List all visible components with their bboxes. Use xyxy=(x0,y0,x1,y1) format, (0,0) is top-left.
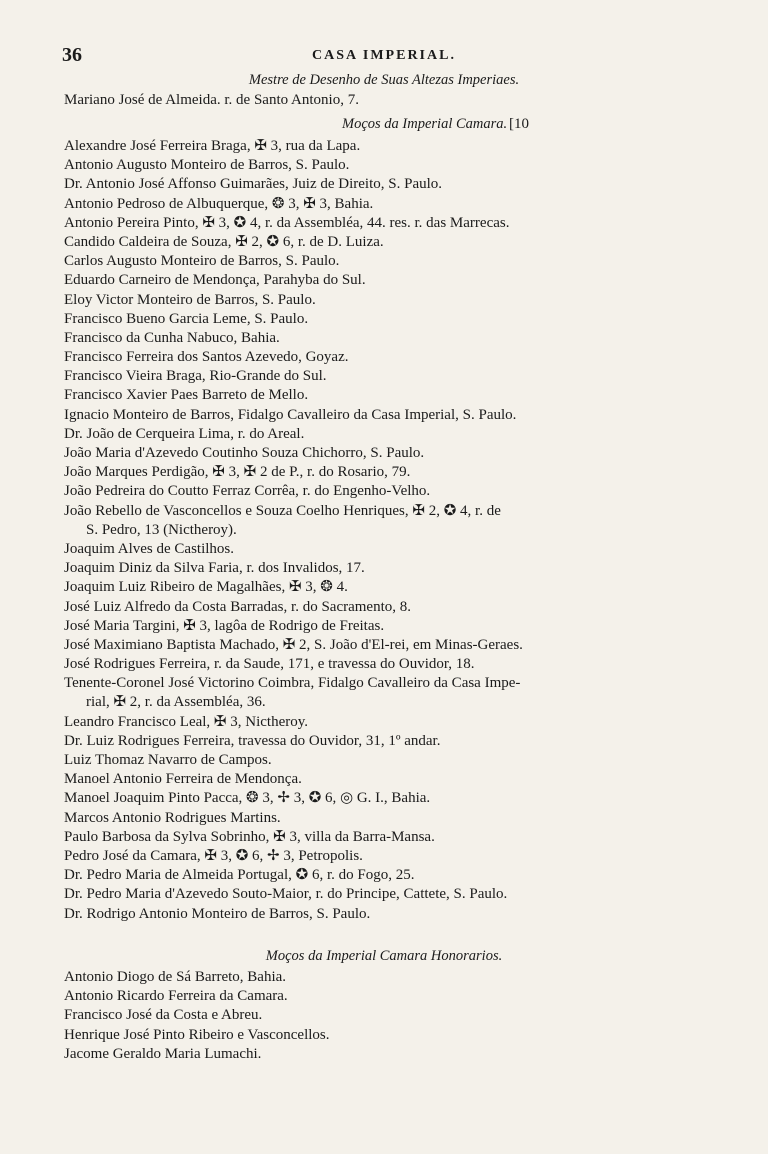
list-item: Eloy Victor Monteiro de Barros, S. Paulo. xyxy=(64,291,316,308)
list-item: Francisco da Cunha Nabuco, Bahia. xyxy=(64,329,280,346)
list-item: José Rodrigues Ferreira, r. da Saude, 171, e travessa do Ouvidor, 18. xyxy=(64,656,475,673)
list-item: Francisco Xavier Paes Barreto de Mello. xyxy=(64,387,309,404)
page-header xyxy=(0,44,768,70)
list-item: Joaquim Alves de Castilhos. xyxy=(64,540,234,557)
list-item: Ignacio Monteiro de Barros, Fidalgo Cavalleiro da Casa Imperial, S. Paulo. xyxy=(64,406,517,423)
list-item: Francisco Bueno Garcia Leme, S. Paulo. xyxy=(64,310,309,327)
list-item: Jacome Geraldo Maria Lumachi. xyxy=(64,1045,262,1062)
list-item: S. Pedro, 13 (Nictheroy). xyxy=(86,521,237,538)
list-item: Pedro José da Camara, ✠ 3, ✪ 6, ✢ 3, Petropolis. xyxy=(64,847,363,864)
list-item: Paulo Barbosa da Sylva Sobrinho, ✠ 3, villa da Barra-Mansa. xyxy=(64,828,435,845)
mocos-heading-row xyxy=(64,117,714,137)
list-item: rial, ✠ 2, r. da Assembléa, 36. xyxy=(86,694,266,711)
running-head: CASA IMPERIAL. xyxy=(312,48,456,63)
mocos-section xyxy=(64,117,714,924)
list-item: Joaquim Diniz da Silva Faria, r. dos Invalidos, 17. xyxy=(64,560,365,577)
list-item: Manoel Antonio Ferreira de Mendonça. xyxy=(64,771,302,788)
list-item: Henrique José Pinto Ribeiro e Vasconcellos. xyxy=(64,1026,330,1043)
list-item: Candido Caldeira de Souza, ✠ 2, ✪ 6, r. de D. Luiza. xyxy=(64,233,384,250)
list-item: Marcos Antonio Rodrigues Martins. xyxy=(64,809,281,826)
list-item: Tenente-Coronel José Victorino Coimbra, Fidalgo Cavalleiro da Casa Impe- xyxy=(64,675,521,692)
list-item: João Maria d'Azevedo Coutinho Souza Chichorro, S. Paulo. xyxy=(64,445,425,461)
mocos-list xyxy=(64,137,714,924)
list-item: Antonio Pedroso de Albuquerque, ❂ 3, ✠ 3, Bahia. xyxy=(64,195,374,212)
section-heading-honorarios: Moços da Imperial Camara Honorarios. xyxy=(265,948,503,964)
section-heading-mocos: Moços da Imperial Camara. xyxy=(342,116,508,132)
list-item: José Maximiano Baptista Machado, ✠ 2, S. João d'El-rei, em Minas-Geraes. xyxy=(64,636,523,653)
honorarios-list xyxy=(64,968,714,1064)
section-heading-mestre: Mestre de Desenho de Suas Altezas Imperiaes. xyxy=(248,72,520,88)
list-item: Manoel Joaquim Pinto Pacca, ❂ 3, ✢ 3, ✪ 6, ◎ G. I., Bahia. xyxy=(64,790,431,807)
list-item: Antonio Diogo de Sá Barreto, Bahia. xyxy=(64,969,287,985)
page-number: 36 xyxy=(62,44,82,66)
list-item: Dr. Pedro Maria d'Azevedo Souto-Maior, r. do Principe, Cattete, S. Paulo. xyxy=(64,886,508,903)
heading-count: [10 xyxy=(509,116,529,132)
list-item: Alexandre José Ferreira Braga, ✠ 3, rua da Lapa. xyxy=(64,138,361,154)
list-item: João Marques Perdigão, ✠ 3, ✠ 2 de P., r. do Rosario, 79. xyxy=(64,464,411,481)
list-item: Dr. Pedro Maria de Almeida Portugal, ✪ 6, r. do Fogo, 25. xyxy=(64,867,415,884)
list-item: Leandro Francisco Leal, ✠ 3, Nictheroy. xyxy=(64,713,309,730)
list-item: Dr. Luiz Rodrigues Ferreira, travessa do Ouvidor, 31, 1º andar. xyxy=(64,732,441,749)
list-item: Eduardo Carneiro de Mendonça, Parahyba do Sul. xyxy=(64,272,366,289)
list-item: Antonio Augusto Monteiro de Barros, S. Paulo. xyxy=(64,157,350,174)
mestre-entries xyxy=(64,91,714,110)
list-item: Carlos Augusto Monteiro de Barros, S. Paulo. xyxy=(64,253,340,270)
list-item: Antonio Pereira Pinto, ✠ 3, ✪ 4, r. da Assembléa, 44. res. r. das Marrecas. xyxy=(64,214,510,231)
list-item: João Pedreira do Coutto Ferraz Corrêa, r. do Engenho-Velho. xyxy=(64,483,431,500)
mestre-entry: Mariano José de Almeida. r. de Santo Antonio, 7. xyxy=(64,92,359,108)
list-item: João Rebello de Vasconcellos e Souza Coelho Henriques, ✠ 2, ✪ 4, r. de xyxy=(64,502,501,519)
list-item: Francisco José da Costa e Abreu. xyxy=(64,1007,263,1024)
list-item: Antonio Ricardo Ferreira da Camara. xyxy=(64,988,288,1005)
list-item: Dr. Antonio José Affonso Guimarães, Juiz de Direito, S. Paulo. xyxy=(64,176,443,193)
list-item: Dr. João de Cerqueira Lima, r. do Areal. xyxy=(64,425,305,442)
list-item: José Maria Targini, ✠ 3, lagôa de Rodrigo de Freitas. xyxy=(64,617,385,634)
list-item: Francisco Vieira Braga, Rio-Grande do Sul. xyxy=(64,368,327,385)
honorarios-section xyxy=(64,968,714,1064)
list-item: Dr. Rodrigo Antonio Monteiro de Barros, S. Paulo. xyxy=(64,905,371,922)
list-item: Luiz Thomaz Navarro de Campos. xyxy=(64,752,272,768)
list-item: Francisco Ferreira dos Santos Azevedo, Goyaz. xyxy=(64,349,349,366)
list-item: Joaquim Luiz Ribeiro de Magalhães, ✠ 3, ❂ 4. xyxy=(64,579,348,596)
list-item: José Luiz Alfredo da Costa Barradas, r. do Sacramento, 8. xyxy=(64,598,411,615)
